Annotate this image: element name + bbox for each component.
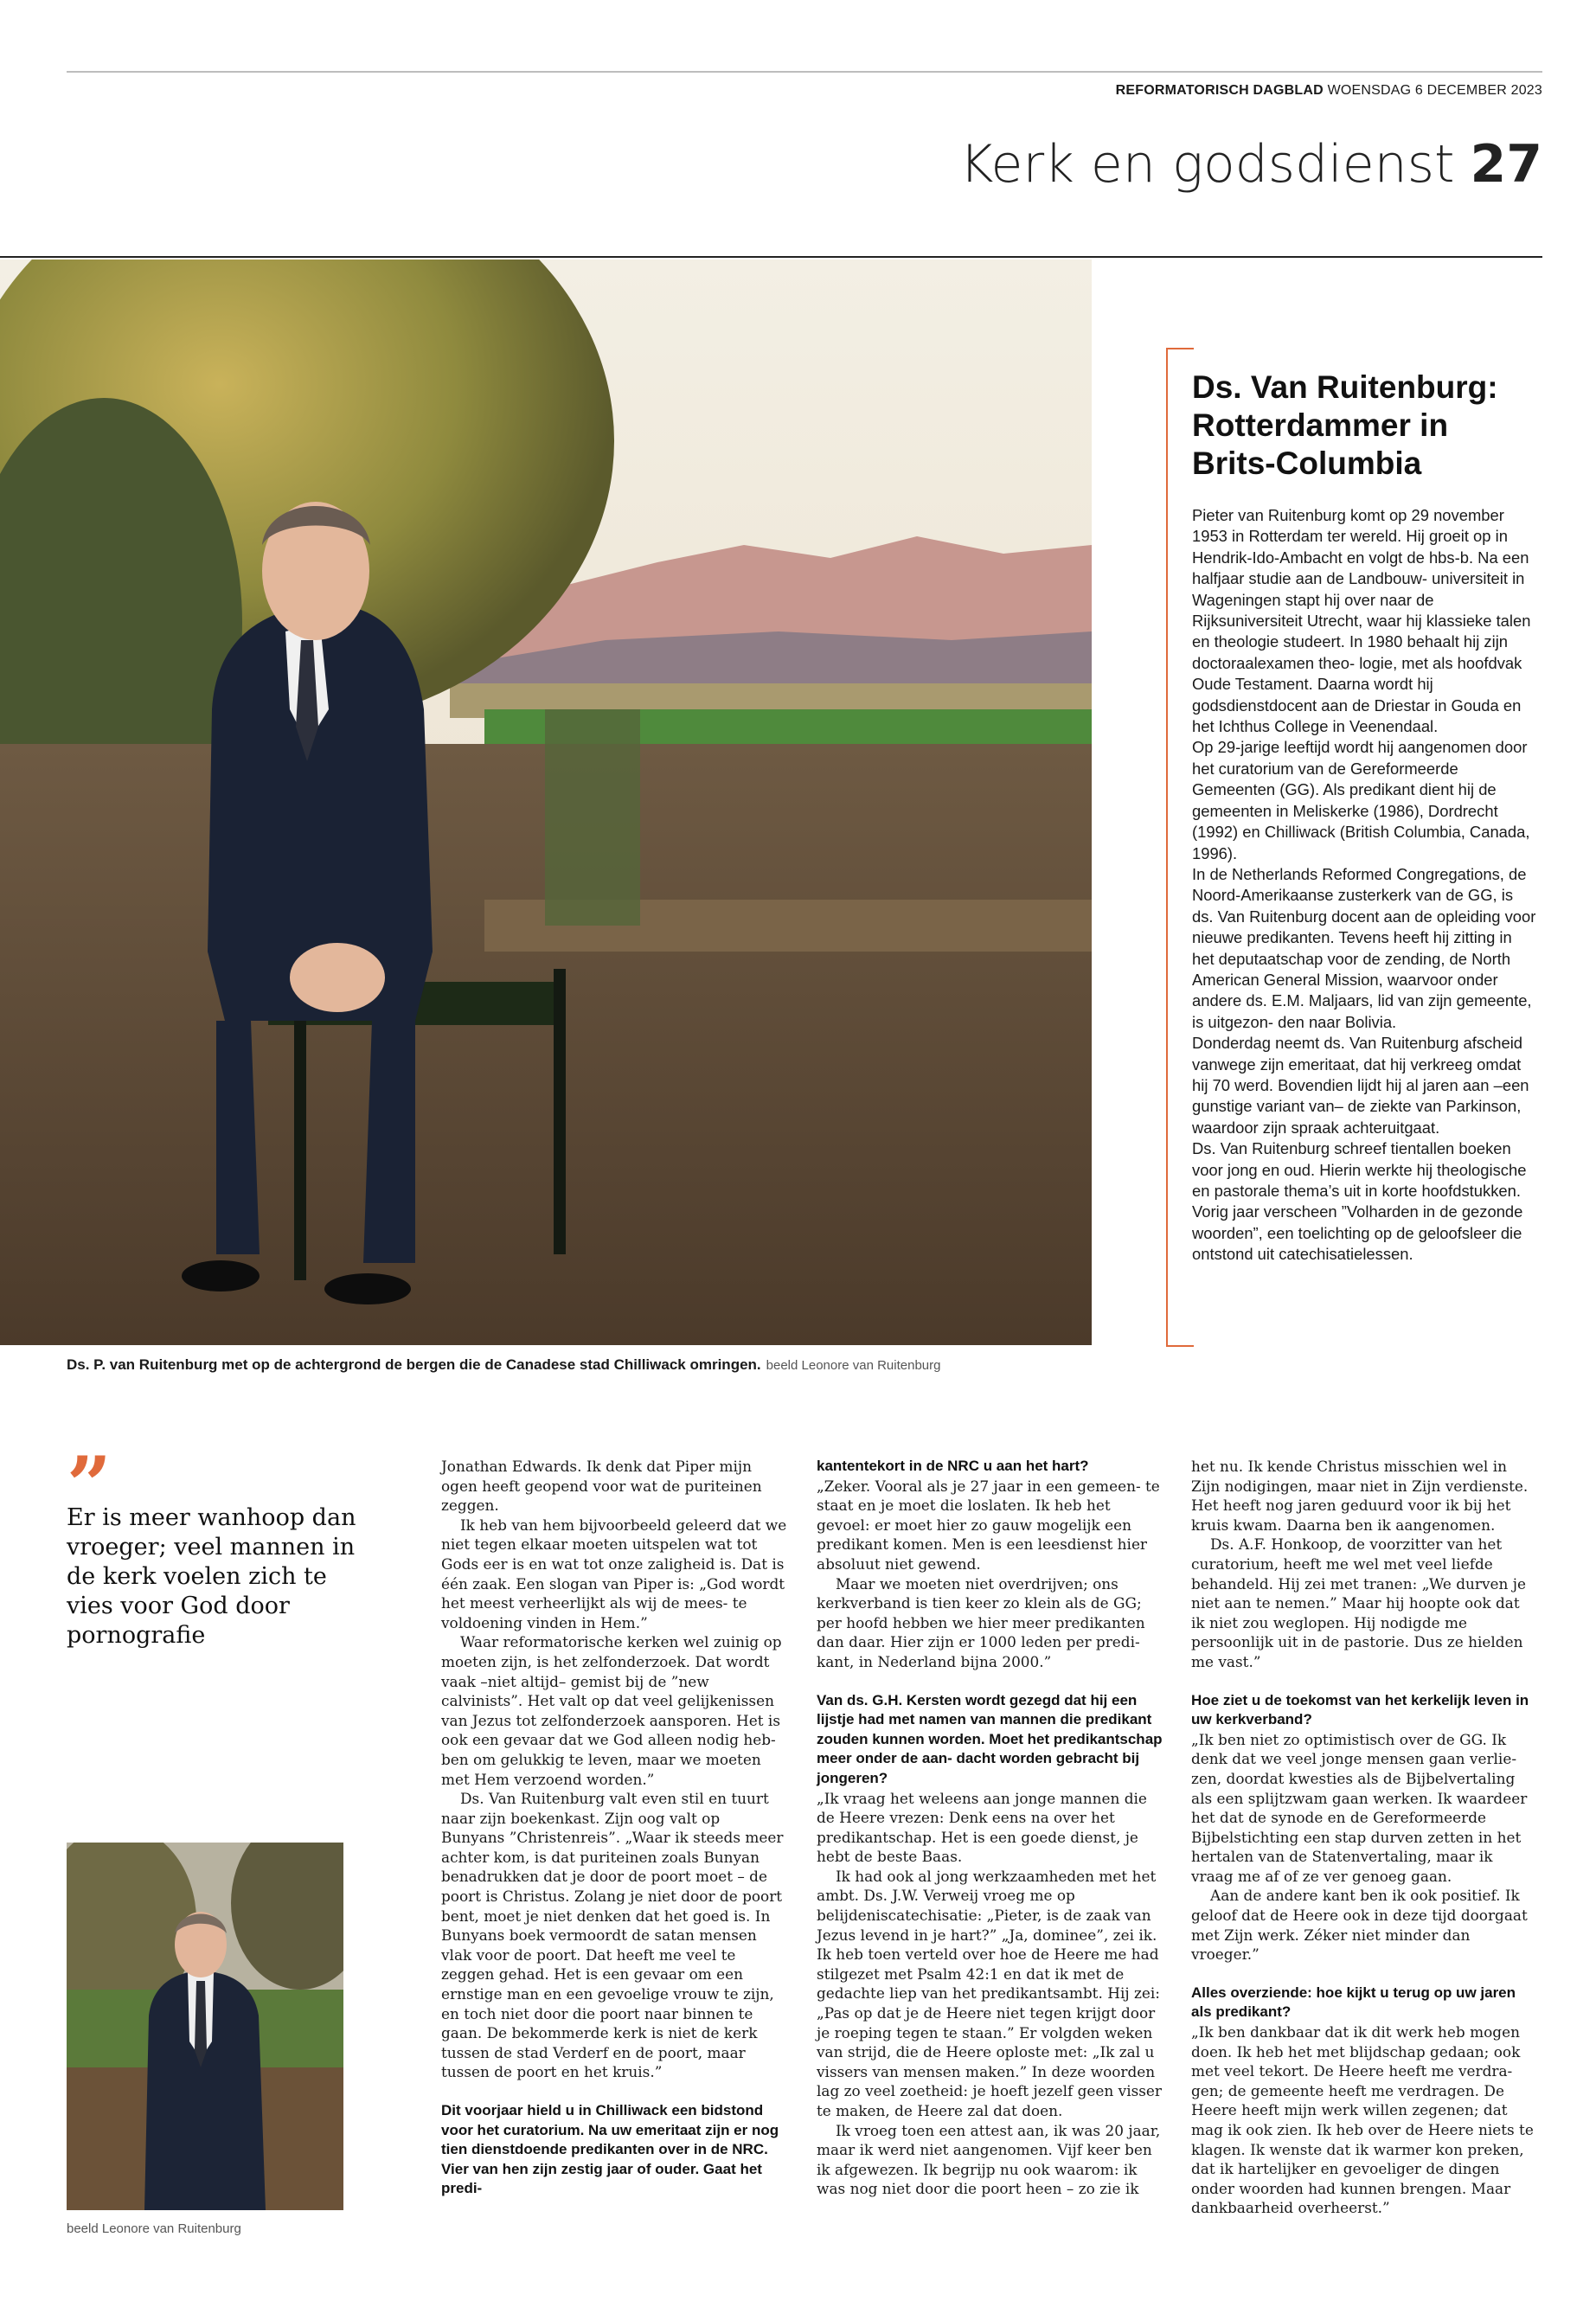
article-paragraph: Ik had ook al jong werkzaamheden met het ambt. Ds. J.W. Verweij vroeg me op belijdeniscatechisatie: „Pieter, is de zaak van Jezus levend in je hart?” „Ja, dominee”, zei ik. Ik heb toen verteld over hoe de Heere me had stilgezet met Psalm 42:1 en dat ik met de gedachte liep van het predikantsambt. Hij zei: „Pas op dat je de Heere niet tegen krijgt door je roeping tegen te staan.” Er volgden weken van strijd, die de Heere oploste met: „Ik zal u vissers van mensen maken.” In deze woorden lag zo veel zoetheid: je hoeft jezelf geen visser te maken, de Heere zal dat doen. xyxy=(817,1867,1163,2119)
article-paragraph: „Ik vraag het weleens aan jonge mannen die de Heere vrezen: Denk eens na over het predikantschap. Het is een goede dienst, je hebt de beste Baas. xyxy=(817,1789,1147,1866)
pull-quote: Er is meer wanhoop dan vroeger; veel mannen in de kerk voelen zich te vies voor God door pornografie xyxy=(67,1504,356,1649)
info-paragraph: Op 29-jarige leeftijd wordt hij aangenomen door het curatorium van de Gereformeerde Gemeenten (GG). Als predikant dient hij de gemeenten in Meliskerke (1986), Dordrecht (1992) en Chilliwack (British Columbia, Canada, 1996). xyxy=(1192,738,1530,862)
section-rule xyxy=(0,256,1542,258)
quote-mark-icon: ” xyxy=(67,1439,112,1531)
article-paragraph: „Ik ben dankbaar dat ik dit werk heb mogen doen. Ik heb het met blijdschap gedaan; ook met veel tekort. De Heere heeft me verdra- gen; de gemeente heeft me verdragen. De Heere heeft mijn werk willen zegenen; dat mag ik ook zien. Ik heb over de Heere niets te klagen. Ik wenste dat ik warmer kon preken, dat ik hartelijker en gevoeliger de dingen onder woorden had kunnen brengen. Maar dankbaarheid overheerst.” xyxy=(1191,2023,1534,2217)
info-box-tick-bottom xyxy=(1166,1345,1194,1347)
masthead xyxy=(1116,83,1542,99)
article-paragraph: Jonathan Edwards. Ik denk dat Piper mijn ogen heeft geopend voor wat de puriteinen zeggen. xyxy=(441,1458,762,1515)
article-paragraph: Waar reformatorische kerken wel zuinig op moeten zijn, is het zelfonderzoek. Dat wordt vaak –niet altijd– gemist bij de ”new calvinists”. Het valt op dat veel gelijkenissen van Jezus tot zelfonderzoek aansporen. Het is ook een gevaar dat we God alleen nodig heb- ben om gelukkig te leven, maar we moeten met Hem verzoend worden.” xyxy=(441,1633,782,1788)
info-box-tick-top xyxy=(1166,348,1194,349)
section-header xyxy=(959,134,1542,195)
caption-credit: beeld Leonore van Ruitenburg xyxy=(766,1358,941,1373)
info-box-body xyxy=(1192,505,1538,1266)
article-paragraph: Ds. A.F. Honkoop, de voorzitter van het curatorium, heeft me wel met veel liefde behandeld. Hij zei met tranen: „We durven je niet aan te nemen.” Maar hij hoopte ook dat ik niet zou weglopen. Hij nodigde me persoonlijk uit in de pastorie. Dus ze hielden me vast.” xyxy=(1191,1535,1526,1670)
article-column-3 xyxy=(1191,1457,1537,2218)
info-box xyxy=(1166,348,1542,1347)
article-paragraph: „Zeker. Vooral als je 27 jaar in een gemeen- te staat en je moet die loslaten. Ik heb het gevoel: er moet hier zo gauw mogelijk een predikant komen. Men is een leesdienst hier absoluut niet gewend. xyxy=(817,1477,1160,1573)
main-photo xyxy=(0,260,1092,1345)
info-paragraph: In de Netherlands Reformed Congregations, de Noord-Amerikaanse zusterkerk van de GG, is ds. Van Ruitenburg docent aan de opleiding voor nieuwe predikanten. Tevens heeft hij zitting in het deputaatschap voor de zending, de North American General Mission, waarvoor onder andere ds. E.M. Maljaars, lid van zijn gemeente, is uitgezon- den naar Bolivia. xyxy=(1192,864,1536,1031)
caption-text: Ds. P. van Ruitenburg met op de achtergrond de bergen die de Canadese stad Chilliwack omringen. xyxy=(67,1356,761,1373)
section-title: Kerk en godsdienst xyxy=(959,134,1455,195)
info-box-title: Ds. Van Ruitenburg: Rotterdammer in Brits-Columbia xyxy=(1192,369,1498,481)
article-paragraph: het nu. Ik kende Christus misschien wel in Zijn nodigingen, maar niet in Zijn verdienste. Het heeft nog jaren geduurd voor ik bij het kruis kwam. Daarna ben ik aangenomen. xyxy=(1191,1458,1529,1534)
photo-caption xyxy=(67,1356,940,1374)
info-paragraph: Ds. Van Ruitenburg schreef tientallen boeken voor jong en oud. Hierin werkte hij theologische en pastorale thema’s uit in korte hoofdstukken. Vorig jaar verscheen ”Volharden in de gezonde woorden”, een toelichting op de geloofsleer die ontstond uit catechisatielessen. xyxy=(1192,1139,1527,1264)
interview-question: Hoe ziet u de toekomst van het kerkelijk leven in uw kerkverband? xyxy=(1191,1691,1529,1728)
article-paragraph: Maar we moeten niet overdrijven; ons kerkverband is tien keer zo klein als de GG; per hoofd hebben we hier meer predikanten dan daar. Hier zijn er 1000 leden per predi- kant, in Nederland bijna 2000.” xyxy=(817,1574,1145,1670)
portrait-photo xyxy=(67,1843,343,2210)
article-paragraph: Aan de andere kant ben ik ook positief. Ik geloof dat de Heere ook in deze tijd doorgaat met Zijn werk. Zéker niet minder dan vroeger.” xyxy=(1191,1887,1528,1964)
interview-question: Dit voorjaar hield u in Chilliwack een bidstond voor het curatorium. Na uw emeritaat zijn er nog tien dienstdoende predikanten over in de NRC. Vier van hen zijn zestig jaar of ouder. Gaat het predi- xyxy=(441,2102,779,2197)
interview-question: kantentekort in de NRC u aan het hart? xyxy=(817,1458,1089,1474)
interview-question: Alles overziende: hoe kijkt u terug op uw jaren als predikant? xyxy=(1191,1984,1516,2021)
article-paragraph: Ds. Van Ruitenburg valt even stil en tuurt naar zijn boekenkast. Zijn oog valt op Bunyans ”Christenreis”. „Waar ik steeds meer achter kom, is dat puriteinen zoals Bunyan benadrukken dat je door de poort moet – de poort is Christus. Zolang je niet door de poort bent, moet je niet denken dat het goed is. In Bunyans boek vermoordt de satan mensen vlak voor de poort. Dat heeft me veel te zeggen gehad. Het is een gevaar om een ernstige man en een gevoelige vrouw te zijn, en toch niet door die poort naar binnen te gaan. De bekommerde kerk is niet de kerk tussen de stad Verderf en de poort, maar tussen de poort en het kruis.” xyxy=(441,1790,784,2081)
article-column-1 xyxy=(441,1457,787,2199)
info-box-rule xyxy=(1166,348,1168,1347)
article-paragraph: „Ik ben niet zo optimistisch over de GG. Ik denk dat we veel jonge mensen gaan verlie- zen, doordat kwesties als de Bijbelvertaling als een splijtzwam gaan werken. Ik waardeer het dat de synode en de Gereformeerde Bijbelstichting een stap durven zetten in het hertalen van de Statenvertaling, maar ik vraag me af of ze ver genoeg gaan. xyxy=(1191,1730,1528,1885)
article-column-2 xyxy=(817,1457,1163,2199)
masthead-paper: REFORMATORISCH DAGBLAD xyxy=(1115,83,1324,98)
top-rule xyxy=(67,71,1542,73)
portrait-caption: beeld Leonore van Ruitenburg xyxy=(67,2221,241,2236)
article-paragraph: Ik vroeg toen een attest aan, ik was 20 jaar, maar ik werd niet aangenomen. Vijf keer ben ik afgewezen. Ik begrijp nu ook waarom: ik was nog niet door die poort heen – zo zie ik xyxy=(817,2121,1161,2198)
info-paragraph: Pieter van Ruitenburg komt op 29 november 1953 in Rotterdam ter wereld. Hij groeit op in Hendrik-Ido-Ambacht en volgt de hbs-b. Na een halfjaar studie aan de Landbouw- universiteit in Wageningen stapt hij over naar de Rijksuniversiteit Utrecht, waar hij klassieke talen en theologie studeert. In 1980 behaalt hij zijn doctoraalexamen theo- logie, met als hoofdvak Oude Testament. Daarna wordt hij godsdienstdocent aan de Driestar in Gouda en het Ichthus College in Veenendaal. xyxy=(1192,506,1531,736)
page-number: 27 xyxy=(1470,134,1542,195)
article-paragraph: Ik heb van hem bijvoorbeeld geleerd dat we niet tegen elkaar moeten uitspelen wat tot Gods eer is en wat tot onze zaligheid is. Dat is één zaak. Een slogan van Piper is: „God wordt het meest verheerlijkt als wij de mees- te voldoening vinden in Hem.” xyxy=(441,1516,787,1631)
interview-question: Van ds. G.H. Kersten wordt gezegd dat hij een lijstje had met namen van mannen die predikant zouden kunnen worden. Moet het predikantschap meer onder de aan- dacht worden gebracht bij jongeren? xyxy=(817,1691,1163,1786)
info-paragraph: Donderdag neemt ds. Van Ruitenburg afscheid vanwege zijn emeritaat, dat hij verkreeg omdat hij 70 werd. Bovendien lijdt hij al jaren aan –een gunstige variant van– de ziekte van Parkinson, waardoor zijn spraak achteruitgaat. xyxy=(1192,1034,1529,1137)
masthead-date: WOENSDAG 6 DECEMBER 2023 xyxy=(1327,83,1542,98)
